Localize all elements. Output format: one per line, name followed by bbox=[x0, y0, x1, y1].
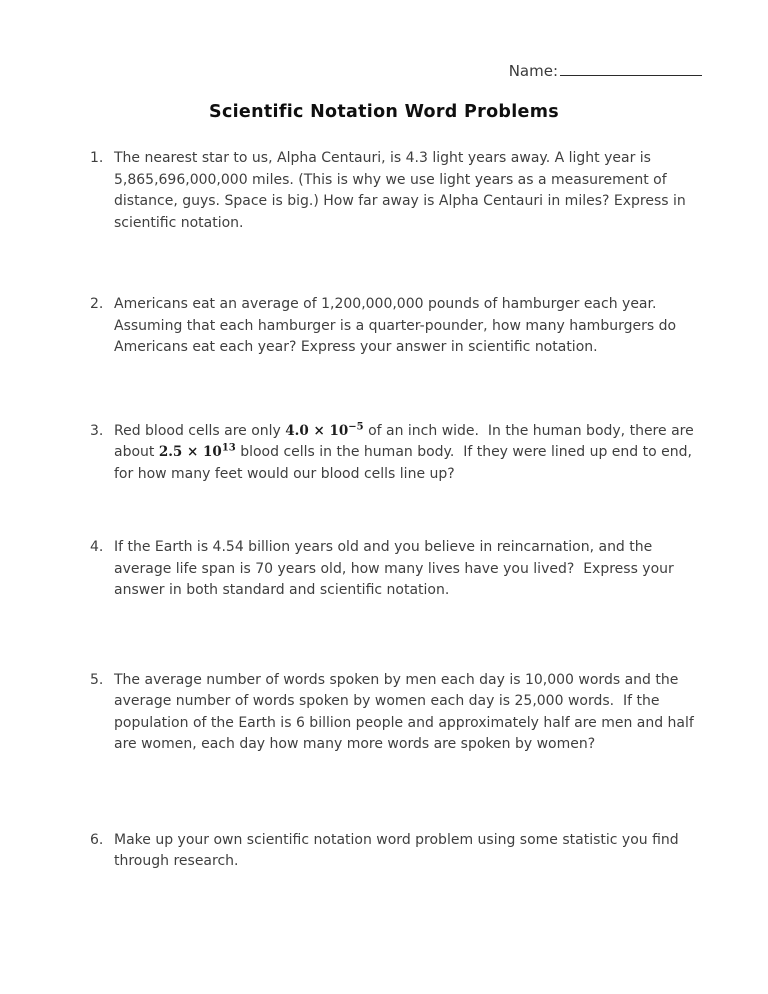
problem-text: If the Earth is 4.54 billion years old and you believe in reincarnation, and the average life span is 70 years old, how many lives have you lived? Express your answer in both standard and scientific notation. bbox=[114, 539, 679, 598]
problem-number: 5. bbox=[90, 671, 104, 688]
problem-text: Red blood cells are only $4.0 \times 10^{-5}$ of an inch wide. In the human body, there are about $2.5 \times 10^{13}$ blood cells in the human body. If they were lined up end to end, for how many feet would our blood cells line up? bbox=[114, 421, 699, 482]
problem-text: The nearest star to us, Alpha Centauri, is 4.3 light years away. A light year is 5,865,696,000,000 miles. (This is why we use light years as a measurement of distance, guys. Space is big.) How far away is Alpha Centauri in miles? Express in scientific notation. bbox=[114, 150, 691, 231]
problem-list bbox=[0, 148, 768, 873]
problem-number: 6. bbox=[90, 831, 104, 848]
problem-number: 1. bbox=[90, 150, 104, 166]
name-blank-line bbox=[560, 61, 702, 76]
page-title: Scientific Notation Word Problems bbox=[209, 102, 559, 122]
problem-item bbox=[90, 148, 696, 234]
math-expression: $4.0 \times 10^{-5}$ bbox=[285, 421, 364, 439]
problem-item bbox=[90, 830, 696, 873]
problem-number: 2. bbox=[90, 296, 104, 312]
problem-text: Americans eat an average of 1,200,000,000 pounds of hamburger each year. Assuming that each hamburger is a quarter-pounder, how many hamburgers do Americans eat each year? Express your answer in scientific notation. bbox=[114, 296, 681, 355]
name-row bbox=[0, 60, 768, 82]
problem-text: Make up your own scientific notation word problem using some statistic you find through research. bbox=[114, 831, 684, 869]
problem-text: The average number of words spoken by men each day is 10,000 words and the average number of words spoken by women each day is 25,000 words. If the population of the Earth is 6 billion people and approximately half are men and half are women, each day how many more words are spoken by women? bbox=[114, 671, 699, 752]
problem-number: 4. bbox=[90, 539, 104, 555]
problem-item bbox=[90, 537, 696, 602]
problem-item bbox=[90, 670, 699, 756]
name-label: Name: bbox=[508, 62, 558, 80]
problem-item bbox=[90, 421, 699, 486]
problem-item bbox=[90, 294, 696, 359]
problem-number: 3. bbox=[90, 422, 104, 439]
math-expression: $2.5 \times 10^{13}$ bbox=[158, 442, 236, 460]
